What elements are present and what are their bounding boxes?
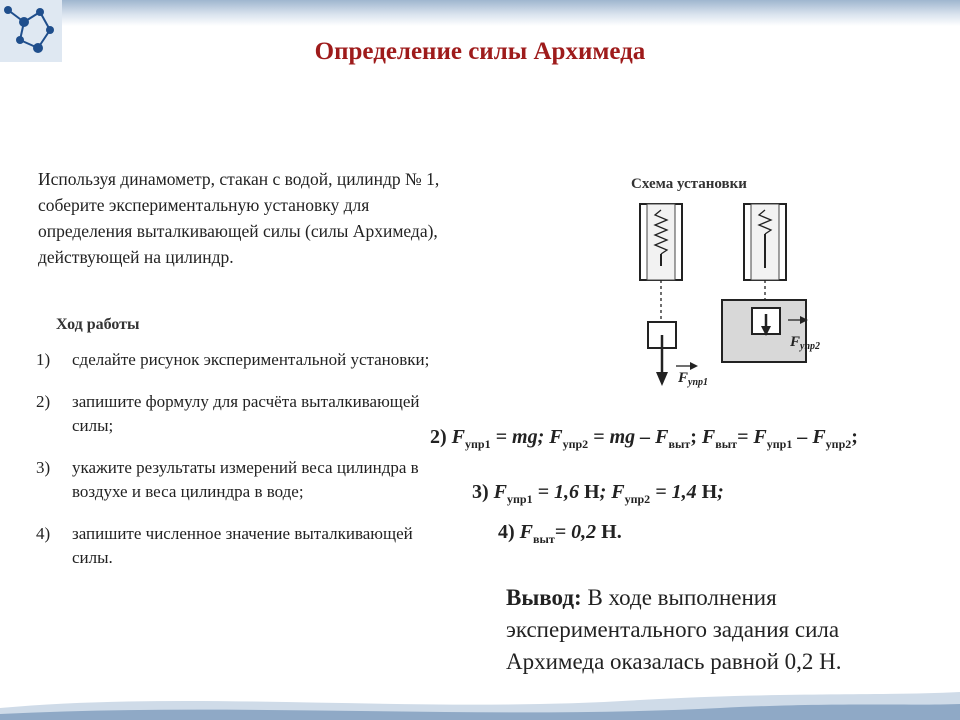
list-item — [36, 390, 436, 438]
dynamometer-right-icon — [744, 204, 786, 304]
list-item — [36, 456, 436, 504]
task-description: Используя динамометр, стакан с водой, цилиндр № 1, соберите экспериментальную установку для определения выталкивающей силы (силы Архимеда), действующей на цилиндр. — [38, 169, 440, 267]
formula-line-3: 3) $F_{упр1} = 1,6$ Н; $F_{упр2} = 1,4$ Н; — [472, 481, 724, 506]
work-procedure-heading: Ход работы — [56, 316, 140, 333]
top-decorative-band — [0, 0, 960, 26]
formula-line-2: 2) $F_{упр1}$ = mg; $F_{упр2}$ = mg – $F_{выт}$; $F_{выт}= F_{упр1} - F_{упр2}$; — [430, 426, 858, 451]
list-item — [36, 522, 436, 570]
step-text: сделайте рисунок экспериментальной установки; — [72, 350, 430, 369]
conclusion-text — [506, 582, 926, 678]
conclusion-body: В ходе выполнения экспериментального задания сила Архимеда оказалась равной 0,2 Н. — [506, 585, 842, 674]
step-number: 1) — [36, 350, 51, 369]
step-text: запишите численное значение выталкивающей силы. — [72, 524, 413, 567]
step-text: запишите формулу для расчёта выталкивающей силы; — [72, 392, 420, 435]
step-number: 4) — [36, 524, 51, 543]
step-text: укажите результаты измерений веса цилиндра в воздухе и веса цилиндра в воде; — [72, 458, 419, 501]
scheme-caption: Схема установки — [631, 176, 747, 192]
list-item — [36, 348, 436, 372]
slide-title: Определение силы Архимеда — [314, 38, 646, 65]
setup-diagram — [600, 196, 860, 396]
conclusion-label: Вывод: — [506, 585, 582, 610]
dynamometer-left-icon — [640, 204, 682, 322]
bottom-decorative-wave — [0, 680, 960, 720]
force-label-upr2: $F_{упр2}$ — [790, 334, 821, 352]
step-number: 3) — [36, 458, 51, 477]
force-label-upr1: $F_{упр1}$ — [678, 370, 709, 388]
formula-line-4: 4) $F_{выт}= 0,2$ Н. — [498, 521, 622, 546]
procedure-steps-list — [36, 348, 436, 588]
step-number: 2) — [36, 392, 51, 411]
